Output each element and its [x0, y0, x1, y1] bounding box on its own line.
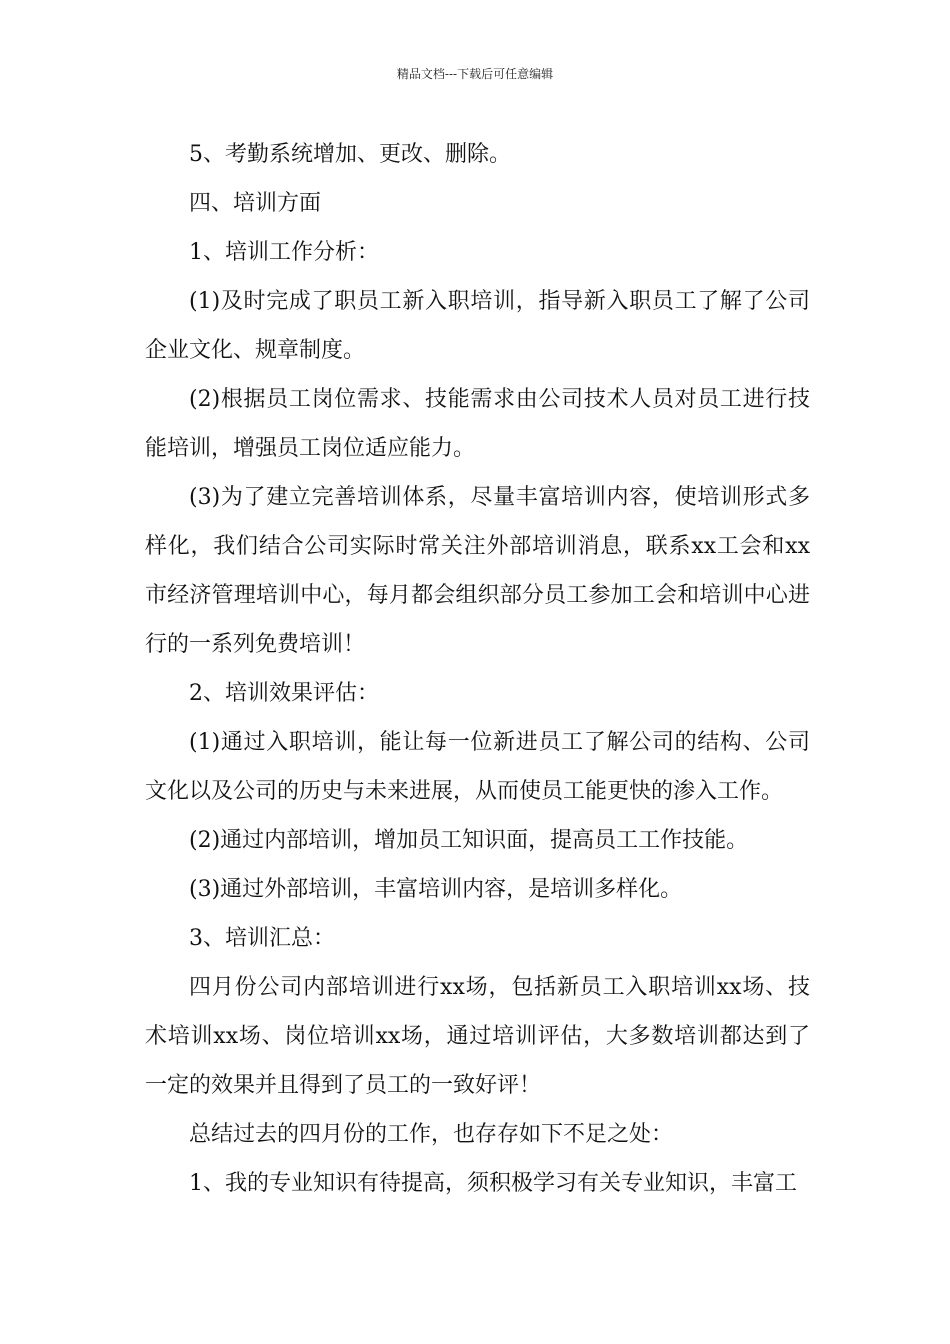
paragraph-attendance-system: 5、考勤系统增加、更改、删除。	[189, 142, 511, 167]
paragraph-analysis-3: (3)为了建立完善培训体系，尽量丰富培训内容，使培训形式多样化，我们结合公司实际时常关注外部培训消息，联系xx工会和xx市经济管理培训中心，每月都会组织部分员工参加工会和培训中心进行的一系列免费培训！	[145, 485, 810, 657]
page-header: 精品文档---下载后可任意编辑	[396, 67, 554, 81]
paragraph-analysis-1: (1)及时完成了职员工新入职培训，指导新入职员工了解了公司企业文化、规章制度。	[145, 289, 810, 363]
subheading-training-analysis: 1、培训工作分析：	[189, 240, 379, 265]
section-heading-training: 四、培训方面	[189, 191, 322, 216]
paragraph-evaluation-2: (2)通过内部培训，增加员工知识面，提高员工工作技能。	[189, 828, 749, 853]
subheading-training-summary: 3、培训汇总：	[189, 926, 335, 951]
paragraph-evaluation-3: (3)通过外部培训，丰富培训内容，是培训多样化。	[189, 877, 683, 902]
paragraph-shortcomings-intro: 总结过去的四月份的工作，也存存如下不足之处：	[189, 1122, 674, 1147]
subheading-training-evaluation: 2、培训效果评估：	[189, 681, 379, 706]
paragraph-evaluation-1: (1)通过入职培训，能让每一位新进员工了解公司的结构、公司文化以及公司的历史与未来进展，从而使员工能更快的渗入工作。	[145, 730, 810, 804]
paragraph-summary: 四月份公司内部培训进行xx场，包括新员工入职培训xx场、技术培训xx场、岗位培训xx场，通过培训评估，大多数培训都达到了一定的效果并且得到了员工的一致好评！	[145, 975, 810, 1098]
paragraph-analysis-2: (2)根据员工岗位需求、技能需求由公司技术人员对员工进行技能培训，增强员工岗位适应能力。	[145, 387, 810, 461]
paragraph-shortcoming-1: 1、我的专业知识有待提高，须积极学习有关专业知识，丰富工	[189, 1171, 797, 1196]
document-body	[145, 130, 810, 1208]
